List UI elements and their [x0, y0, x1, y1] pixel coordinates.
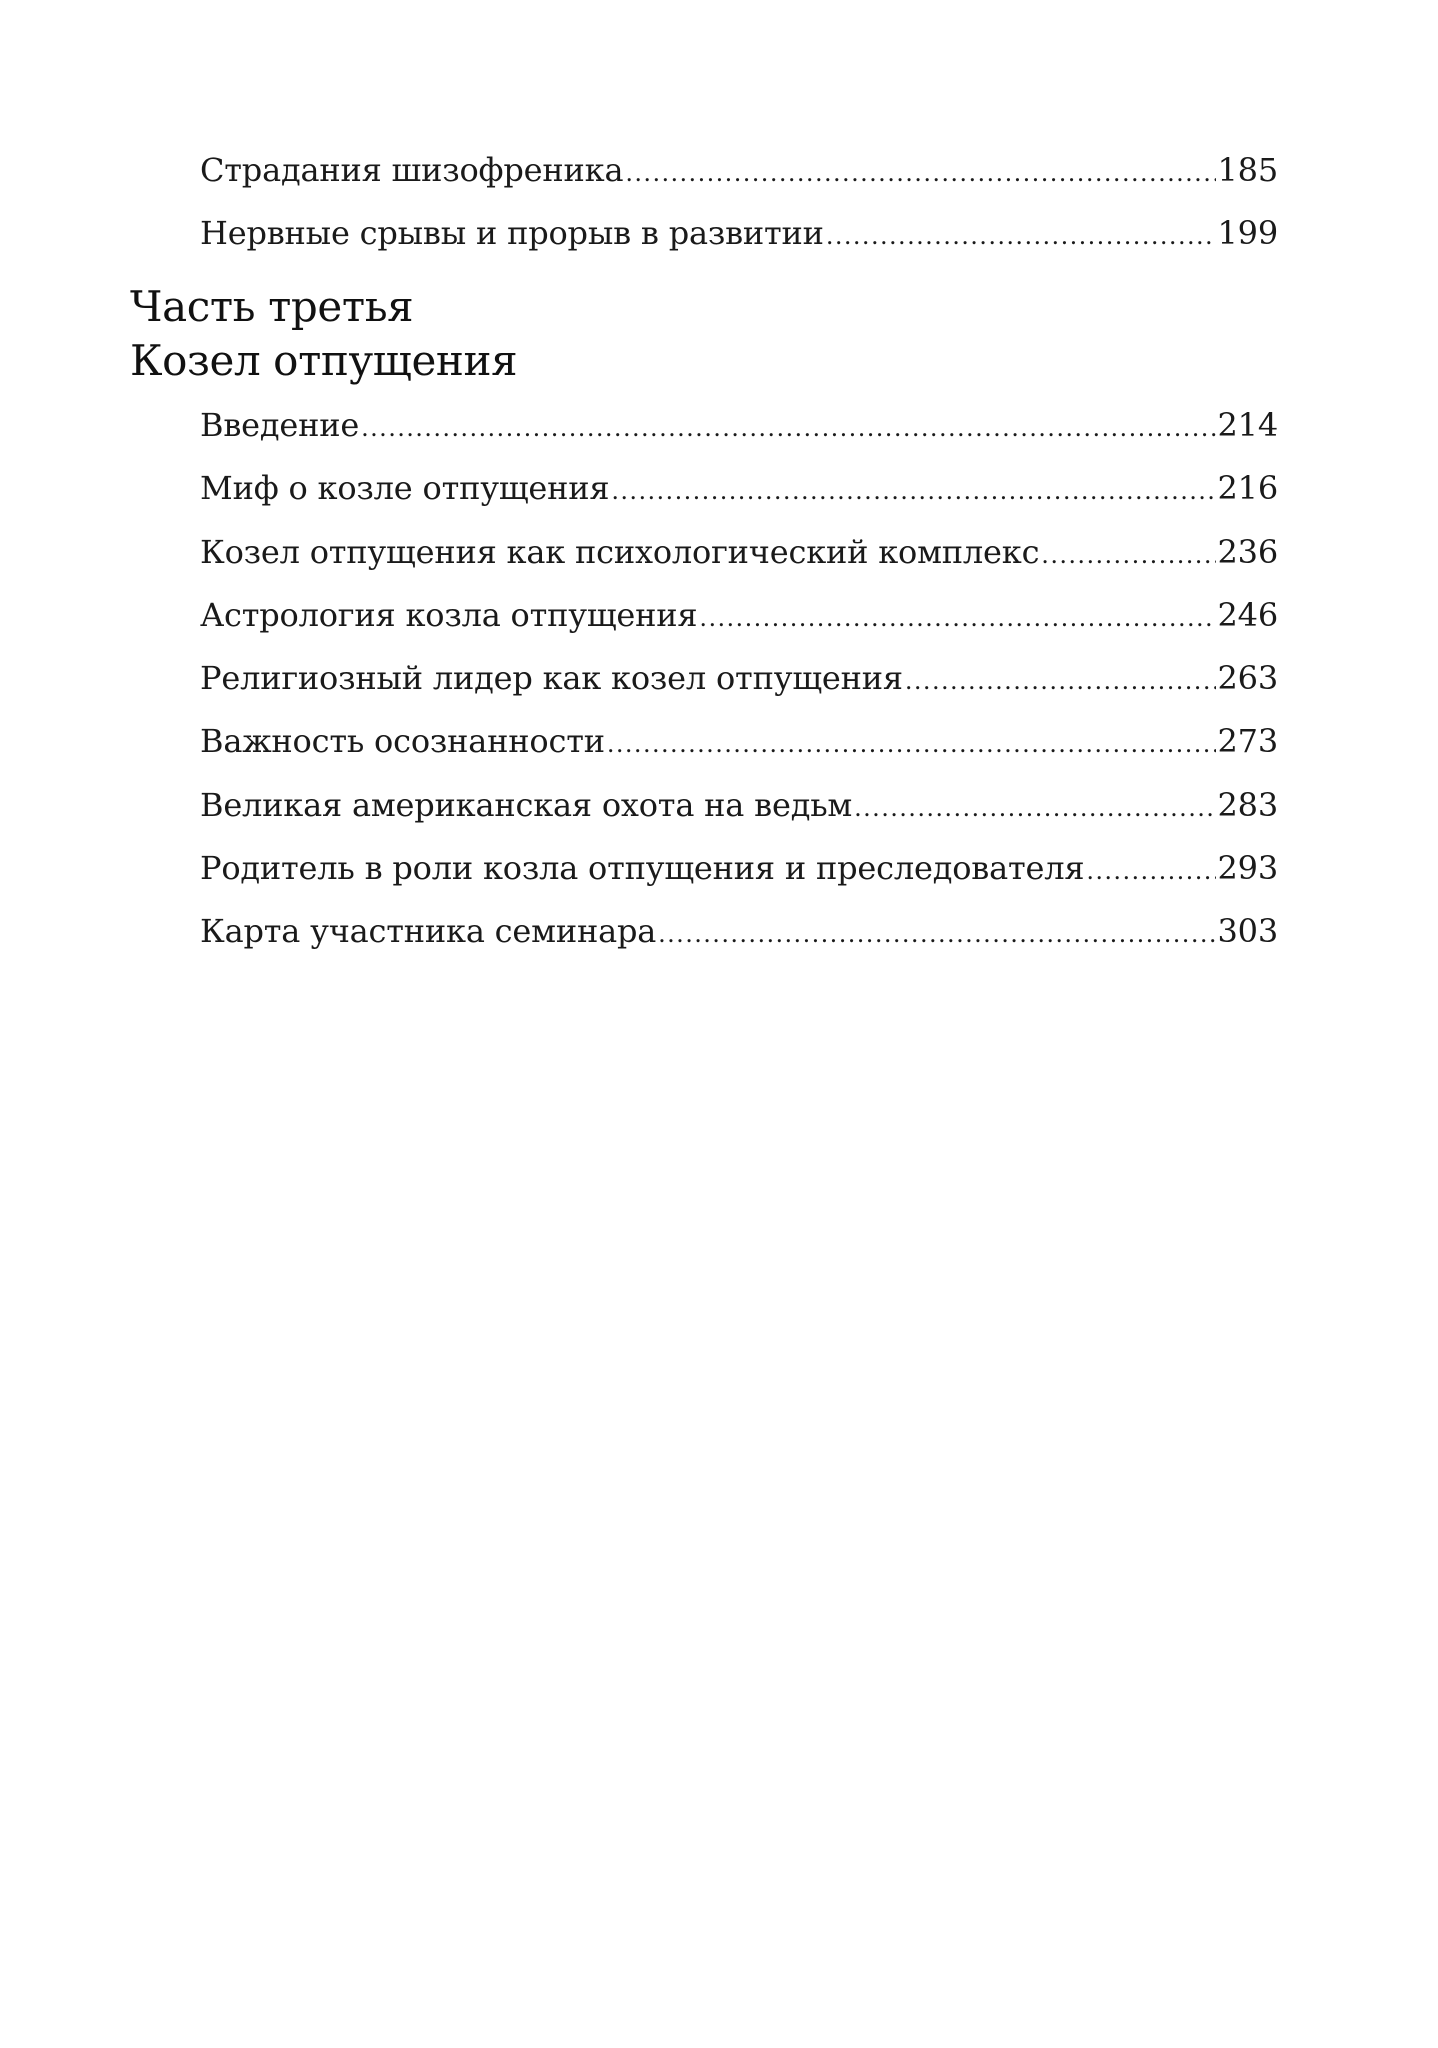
toc-entry-title: Карта участника семинара [200, 912, 657, 951]
toc-entry-page: 236 [1217, 532, 1278, 571]
toc-entry-page: 185 [1217, 151, 1278, 189]
toc-entry[interactable] [200, 658, 1278, 721]
toc-entry-title: Введение [200, 406, 360, 444]
dot-leader [1041, 535, 1215, 575]
toc-entry[interactable] [200, 532, 1278, 595]
dot-leader [905, 661, 1216, 701]
dot-leader [1086, 851, 1215, 891]
toc-group-part-two-tail [200, 150, 1278, 277]
dot-leader [607, 724, 1216, 764]
toc-entry-page: 199 [1217, 214, 1278, 253]
toc-entry-title: Нервные срывы и прорыв в развитии [200, 214, 824, 253]
toc-entry-page: 216 [1217, 469, 1278, 508]
toc-entry-title: Страдания шизофреника [200, 151, 624, 189]
toc-entry-title: Астрология козла отпущения [200, 595, 698, 634]
toc-entry[interactable] [200, 468, 1278, 531]
dot-leader [625, 153, 1215, 193]
toc-entry-title: Козел отпущения как психологический комплекс [200, 532, 1040, 571]
dot-leader [658, 914, 1215, 954]
toc-entry[interactable] [200, 721, 1278, 784]
part-title: Козел отпущения [130, 336, 518, 385]
toc-entry[interactable] [200, 595, 1278, 658]
toc-entry-title: Важность осознанности [200, 722, 605, 761]
toc-entry-page: 303 [1217, 912, 1278, 951]
dot-leader [611, 471, 1215, 511]
toc-entry-page: 263 [1217, 659, 1278, 698]
toc-entry-page: 273 [1217, 722, 1278, 761]
toc-entry[interactable] [200, 785, 1278, 848]
toc-entry-page: 283 [1217, 785, 1278, 824]
toc-entry-page: 214 [1217, 406, 1278, 444]
toc-entry[interactable] [200, 848, 1278, 911]
toc-entry-title: Миф о козле отпущения [200, 469, 610, 508]
toc-entry[interactable] [200, 911, 1278, 974]
toc-entry[interactable] [200, 405, 1278, 468]
part-heading [130, 280, 517, 388]
toc-entry-title: Родитель в роли козла отпущения и преследователя [200, 849, 1085, 888]
dot-leader [699, 598, 1215, 638]
part-label: Часть третья [130, 282, 414, 331]
dot-leader [361, 408, 1215, 448]
toc-group-part-three [200, 405, 1278, 975]
dot-leader [854, 788, 1215, 828]
toc-entry-page: 246 [1217, 595, 1278, 634]
toc-entry-page: 293 [1217, 849, 1278, 888]
toc-entry-title: Религиозный лидер как козел отпущения [200, 659, 903, 698]
toc-entry[interactable] [200, 213, 1278, 276]
toc-entry[interactable] [200, 150, 1278, 213]
dot-leader [826, 216, 1216, 256]
toc-entry-title: Великая американская охота на ведьм [200, 785, 853, 824]
